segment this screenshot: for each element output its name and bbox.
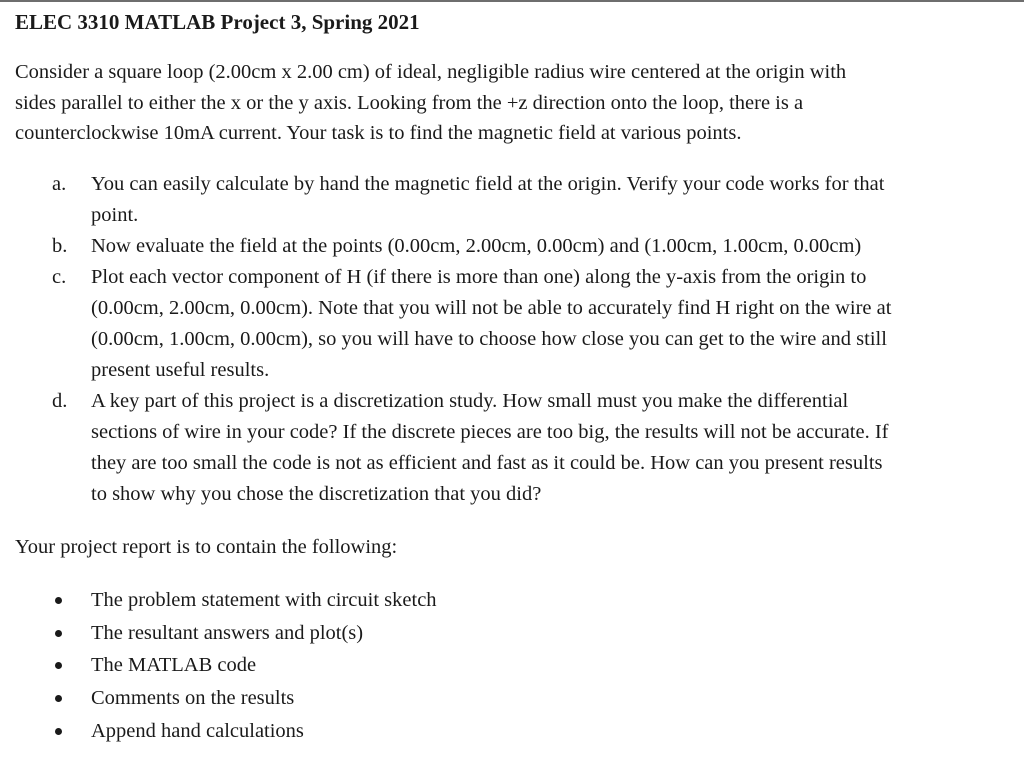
report-item-text: The MATLAB code <box>91 654 257 677</box>
task-line: (0.00cm, 2.00cm, 0.00cm). Note that you will not be able to accurately find H right on the wire at <box>91 297 892 319</box>
intro-line: counterclockwise 10mA current. Your task is to find the magnetic field at various points. <box>15 122 742 145</box>
report-item <box>0 584 437 617</box>
task-line: to show why you chose the discretization that you did? <box>91 483 542 505</box>
report-item <box>0 649 437 682</box>
intro-line: sides parallel to either the x or the y axis. Looking from the +z direction onto the loop, there is a <box>15 91 804 114</box>
task-line: sections of wire in your code? If the discrete pieces are too big, the results will not be accurate. If <box>91 421 889 443</box>
task-marker: d. <box>52 390 68 412</box>
bullet-icon <box>55 695 62 702</box>
intro-line: Consider a square loop (2.00cm x 2.00 cm) of ideal, negligible radius wire centered at the origin with <box>15 61 847 83</box>
task-marker: b. <box>52 235 68 257</box>
report-item <box>0 617 437 650</box>
report-item-text: The resultant answers and plot(s) <box>91 621 364 644</box>
bullet-icon <box>55 630 62 637</box>
report-item-text: Comments on the results <box>91 687 295 710</box>
task-text <box>91 386 1024 510</box>
task-line: point. <box>91 204 139 226</box>
report-requirements-list <box>0 584 437 748</box>
task-text <box>91 231 1024 262</box>
task-text <box>91 262 1024 386</box>
task-line: they are too small the code is not as efficient and fast as it could be. How can you present results <box>91 452 883 474</box>
task-line: Plot each vector component of H (if there is more than one) along the y-axis from the origin to <box>91 266 867 288</box>
report-item <box>0 682 437 715</box>
task-line: present useful results. <box>91 359 270 381</box>
bullet-icon <box>55 597 62 604</box>
task-line: You can easily calculate by hand the magnetic field at the origin. Verify your code works for that <box>91 173 885 195</box>
task-line: A key part of this project is a discretization study. How small must you make the differential <box>91 390 849 412</box>
report-item <box>0 715 437 748</box>
task-text <box>91 169 1024 231</box>
bullet-icon <box>55 728 62 735</box>
report-item-text: The problem statement with circuit sketch <box>91 589 437 611</box>
task-line: (0.00cm, 1.00cm, 0.00cm), so you will have to choose how close you can get to the wire and still <box>91 328 887 350</box>
task-item-d <box>0 386 1024 510</box>
task-list <box>0 169 1024 510</box>
intro-paragraph <box>15 57 1005 149</box>
bullet-icon <box>55 662 62 669</box>
task-marker: a. <box>52 173 67 195</box>
task-marker: c. <box>52 266 67 288</box>
document-title: ELEC 3310 MATLAB Project 3, Spring 2021 <box>15 10 420 34</box>
task-item-c <box>0 262 1024 386</box>
task-item-a <box>0 169 1024 231</box>
report-item-text: Append hand calculations <box>91 719 304 742</box>
task-line: Now evaluate the field at the points (0.00cm, 2.00cm, 0.00cm) and (1.00cm, 1.00cm, 0.00cm) <box>91 235 862 257</box>
report-intro: Your project report is to contain the following: <box>15 536 398 558</box>
task-item-b <box>0 231 1024 262</box>
